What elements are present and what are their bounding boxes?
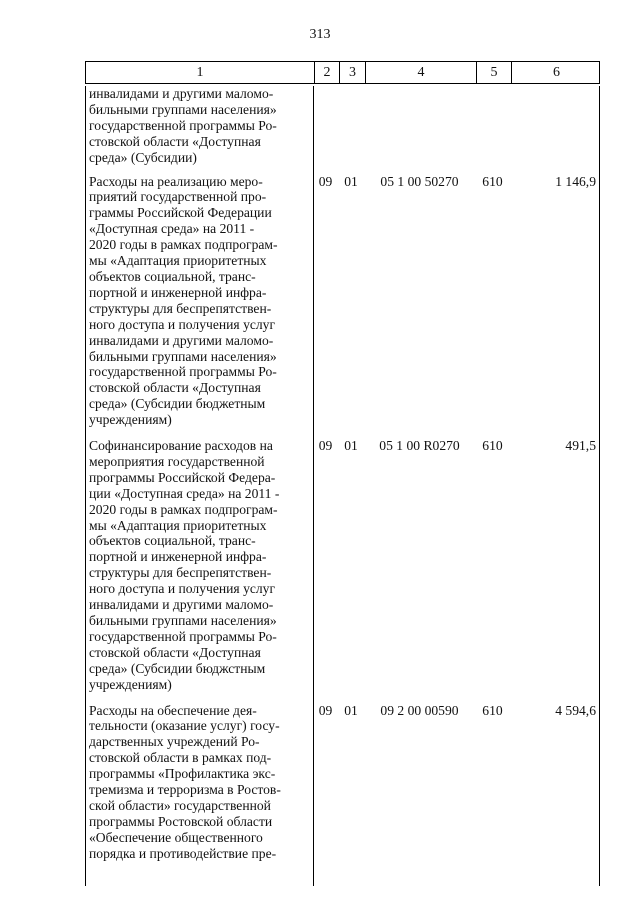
table-row <box>85 703 600 862</box>
row-section: 09 <box>318 438 333 454</box>
row-description: Софинансирование расходов на мероприятия государственной программы Российской Федера- ции «Доступная среда» на 2011 - 2020 годы в рамках подпрограм- мы «Адаптация приоритетных объектов социальной, транс- портной и инженерной инфра- структуры для беспрепятствен- ного доступа и получения услуг инвалидами и другими маломо- бильными группами населения» государственной программы Ро- стовской области «Доступная среда» (Субсидии бюджстным учреждениям) <box>89 438 280 692</box>
row-subsection: 01 <box>344 702 358 718</box>
row-expense-type: 610 <box>482 173 503 189</box>
budget-table <box>85 61 600 886</box>
column-divider <box>85 86 86 886</box>
row-description: Расходы на обеспечение дея- тельности (оказание услуг) госу- дарственных учреждений Ро- стовской области в рамках под- программы «Профилактика экс- тремизма и терроризма в Ростов- ской области» государственной программы Ростовской области «Обеспечение общественного порядка и противодействие пре- <box>89 702 281 861</box>
row-expense-type: 610 <box>482 438 503 454</box>
row-section <box>313 86 338 166</box>
table-body <box>85 86 600 886</box>
row-target-code: 05 1 00 50270 <box>380 173 459 189</box>
row-description: Расходы на реализацию меро- приятий государственной про- граммы Российской Федерации «Доступная среда» на 2011 - 2020 годы в рамках подпрограм- мы «Адаптация приоритетных объектов социальной, транс- портной и инженерной инфра- структуры для беспрепятствен- ного доступа и получения услуг инвалидами и другими маломо- бильными группами населения» государственной программы Ро- стовской области «Доступная среда» (Субсидии бюджетным учреждениям) <box>89 173 278 428</box>
row-target-code: 09 2 00 00590 <box>380 702 459 718</box>
row-subsection: 01 <box>344 173 358 189</box>
header-col-6: 6 <box>511 62 601 84</box>
row-description: инвалидами и другими маломо- бильными группами населения» государственной программы Ро- стовской области «Доступная среда» (Субсидии) <box>89 86 277 165</box>
row-subsection <box>338 86 364 166</box>
table-row <box>85 174 600 429</box>
header-col-4: 4 <box>365 62 476 84</box>
header-col-3: 3 <box>339 62 365 84</box>
page-number: 313 <box>309 27 331 42</box>
row-expense-type <box>475 86 510 166</box>
column-divider <box>599 86 600 886</box>
row-expense-type: 610 <box>482 702 503 718</box>
row-amount: 491,5 <box>565 438 596 454</box>
row-target-code: 05 1 00 R0270 <box>379 438 460 454</box>
header-col-1: 1 <box>196 65 204 80</box>
header-col-5: 5 <box>476 62 511 84</box>
row-target-code <box>364 86 475 166</box>
row-section: 09 <box>318 702 333 718</box>
row-section: 09 <box>318 173 333 189</box>
row-amount: 4 594,6 <box>555 702 596 718</box>
row-amount <box>510 86 600 166</box>
table-header <box>85 61 600 84</box>
row-amount: 1 146,9 <box>555 173 596 189</box>
row-subsection: 01 <box>344 438 358 454</box>
column-divider <box>313 86 314 886</box>
table-row <box>85 438 600 693</box>
table-row <box>85 86 600 166</box>
header-col-2: 2 <box>314 62 339 84</box>
